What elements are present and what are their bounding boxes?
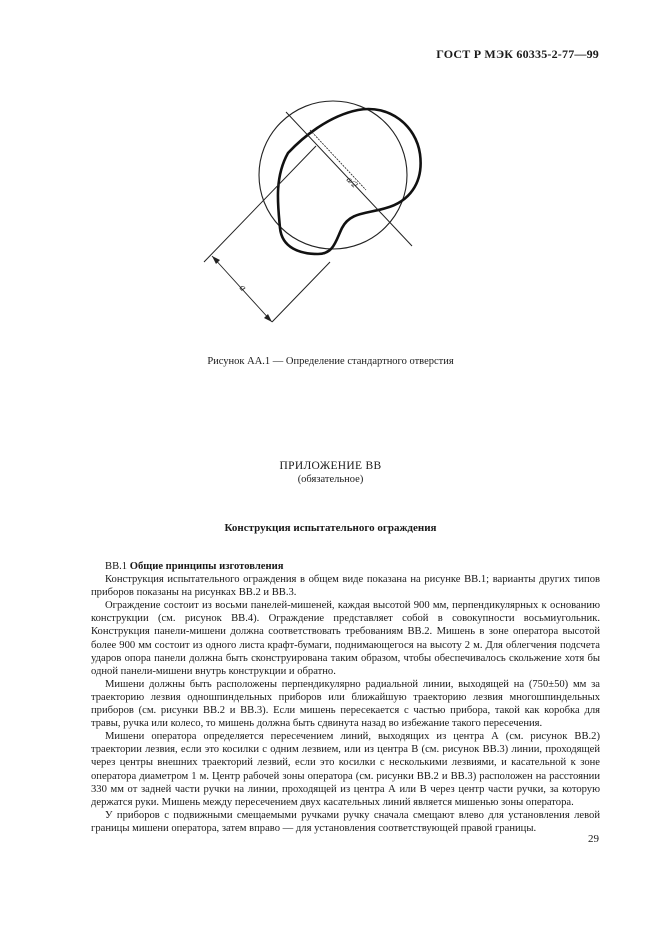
label-inner: a/2	[344, 174, 360, 190]
paragraph: Ограждение состоит из восьми панелей-мишеней, каждая высотой 900 мм, перпендикулярных к основанию конструкции (см. рисунок ВВ.4). Ограждение представляет собой в совокупности восьмиугольник. Конструкция панели-мишени должна соответствовать требованиям ВВ.2. Мишень в зоне оператора высотой более 900 мм состоит из одного листа крафт-бумаги, поднимающегося на высоту 2 м. Для облегчения подсчета ударов опора панели должна быть сконструирована таким образом, чтобы обеспечивалось скольжение хотя бы одной панели-мишени внутрь конструкции и обратно.	[91, 600, 600, 677]
body-text	[91, 560, 600, 835]
dimension-extension	[272, 262, 330, 322]
section-number: ВВ.1	[105, 561, 128, 572]
dimension-arrow-start	[212, 256, 220, 264]
standard-opening-figure	[190, 88, 490, 348]
page-number: 29	[588, 833, 599, 845]
appendix-subtitle: (обязательное)	[297, 474, 364, 485]
section-title: Общие принципы изготовления	[129, 561, 284, 572]
paragraph: Мишени должны быть расположены перпендикулярно радиальной линии, выходящей на (750±50) мм за траекторию лезвия одношпиндельных приборов или ближайшую траекторию лезвия многошпиндельных приборов (см. рисунки ВВ.2 и ВВ.3). Если мишень пересекается с частью прибора, такой как коробка для травы, ручка или колесо, то мишень должна быть сдвинута назад во избежание такого пересечения.	[91, 678, 600, 730]
label-a: a	[236, 282, 249, 294]
appendix-title: ПРИЛОЖЕНИЕ ВВ	[279, 460, 382, 472]
paragraph: У приборов с подвижными смещаемыми ручками ручку сначала смещают влево для установления левой границы мишени оператора, затем вправо — для установления соответствующей правой границы.	[91, 809, 600, 834]
paragraph: Мишени оператора определяется пересечением линий, выходящих из центра А (см. рисунок ВВ.2) траектории лезвия, если это косилки с одним лезвием, или из центра В (см. рисунок ВВ.3) линии, проходящей через центры внешних траекторий лезвий, если это косилки с несколькими лезвиями, и касательной к зоне оператора диаметром 1 м. Центр рабочей зоны оператора (см. рисунки ВВ.2 и ВВ.3) расположен на расстоянии 330 мм от задней части ручки на линии, проходящей из центра А или В через центр части ручки, за которую держатся руки. Мишень между пересечением двух касательных линий является мишенью зоны оператора.	[91, 731, 600, 808]
standard-header: ГОСТ Р МЭК 60335-2-77—99	[436, 47, 599, 61]
dimension-arrow-end	[264, 314, 272, 322]
figure-caption: Рисунок АА.1 — Определение стандартного отверстия	[207, 356, 454, 367]
paragraph: Конструкция испытательного ограждения в общем виде показана на рисунке ВВ.1; варианты других типов приборов показаны на рисунках ВВ.2 и ВВ.3.	[91, 574, 600, 599]
section-heading-line	[91, 560, 600, 573]
appendix-heading: Конструкция испытательного ограждения	[224, 522, 437, 534]
